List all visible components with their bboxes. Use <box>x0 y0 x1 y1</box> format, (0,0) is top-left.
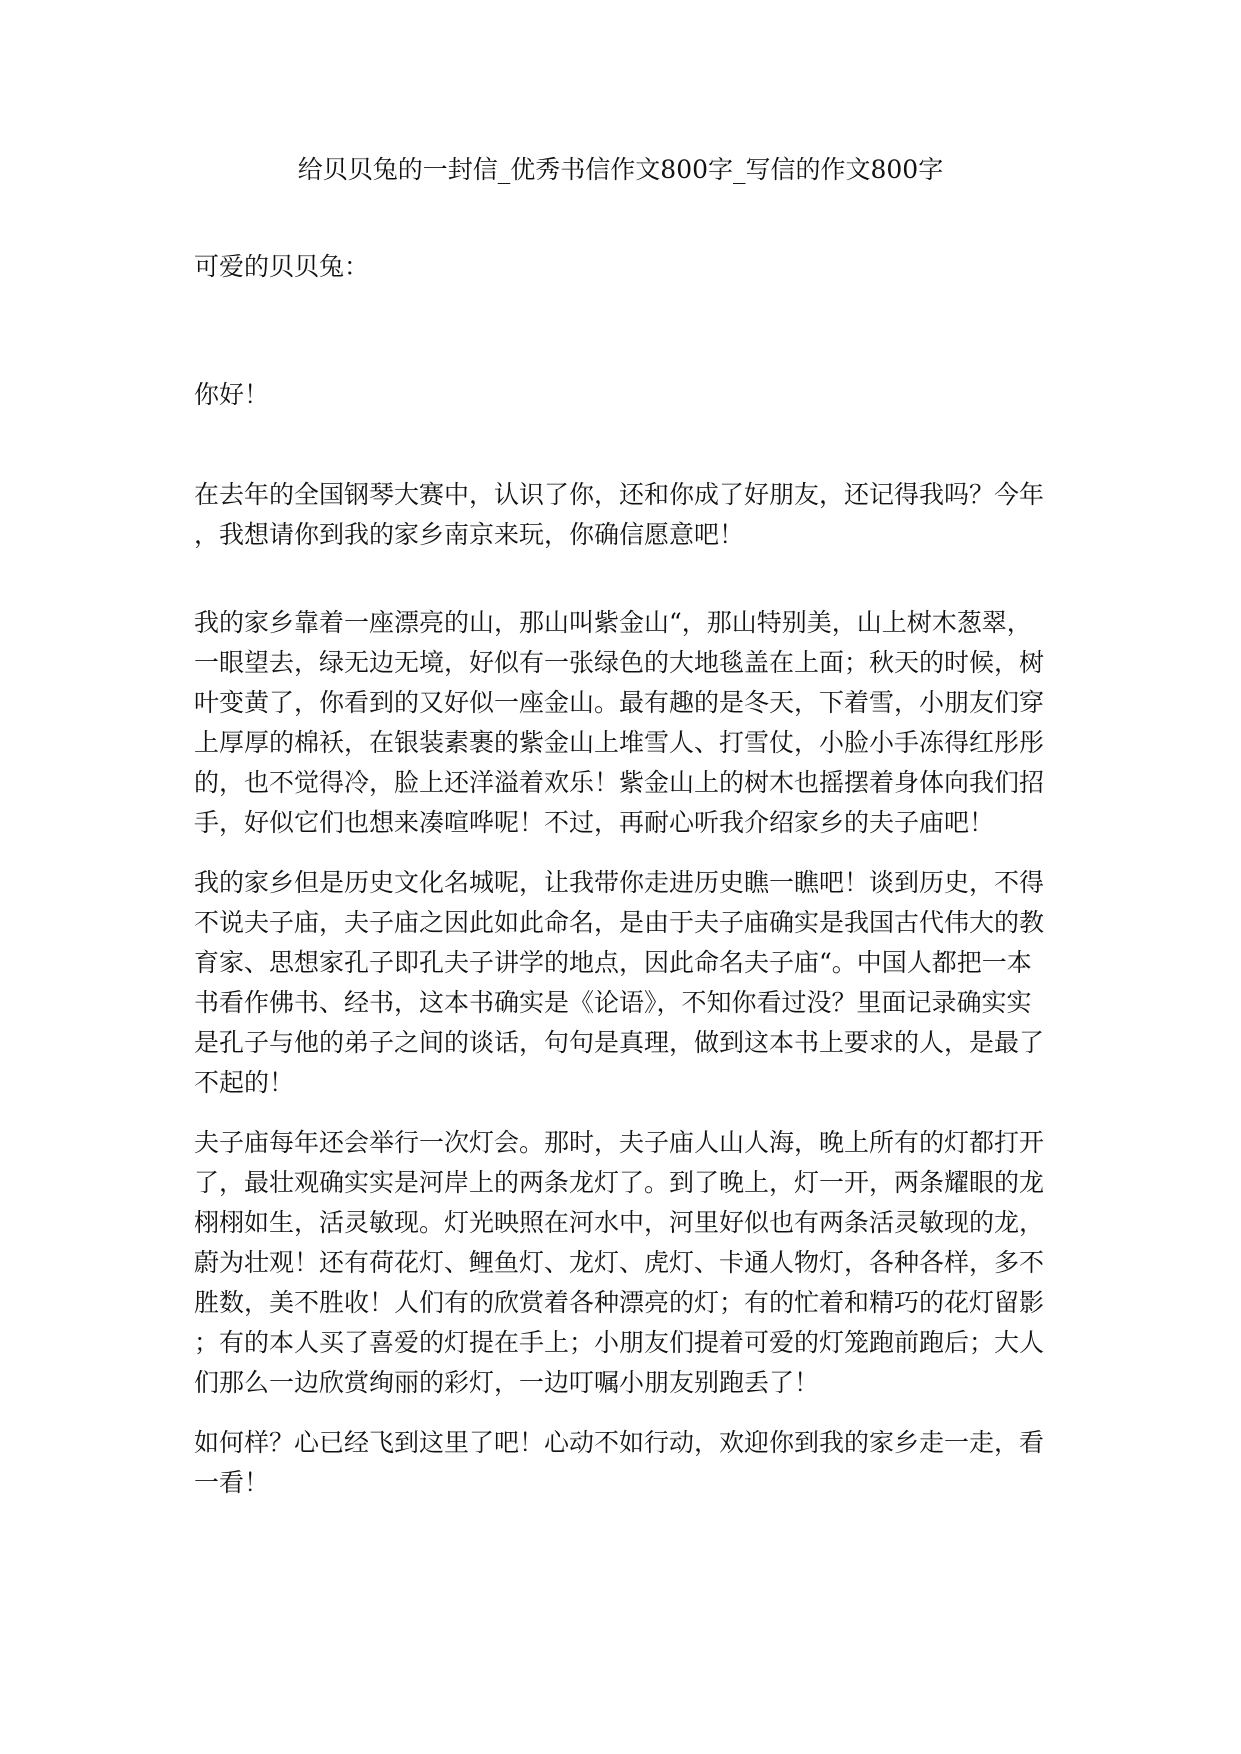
page-title: 给贝贝兔的一封信_优秀书信作文800字_写信的作文800字 <box>297 155 944 184</box>
greeting-line: 你好！ <box>194 380 270 409</box>
paragraph-line: 叶变黄了，你看到的又好似一座金山。最有趣的是冬天，下着雪，小朋友们穿 <box>194 688 1045 717</box>
paragraph-line: 不起的！ <box>194 1068 295 1097</box>
salutation-line: 可爱的贝贝兔： <box>194 252 370 281</box>
paragraph-line: 育家、思想家孔子即孔夫子讲学的地点，因此命名夫子庙“。中国人都把一本 <box>194 948 1032 977</box>
paragraph-line: 栩栩如生，活灵敏现。灯光映照在河水中，河里好似也有两条活灵敏现的龙， <box>194 1208 1045 1237</box>
paragraph-line: ；有的本人买了喜爱的灯提在手上；小朋友们提着可爱的灯笼跑前跑后；大人 <box>194 1328 1045 1357</box>
paragraph-line: 我的家乡但是历史文化名城呢，让我带你走进历史瞧一瞧吧！谈到历史，不得 <box>194 868 1045 897</box>
paragraph-5 <box>194 1423 1054 1503</box>
paragraph-line: 夫子庙每年还会举行一次灯会。那时，夫子庙人山人海，晚上所有的灯都打开 <box>194 1128 1045 1157</box>
paragraph-line: 了，最壮观确实实是河岸上的两条龙灯了。到了晚上，灯一开，两条耀眼的龙 <box>194 1168 1045 1197</box>
paragraph-line: 如何样？心已经飞到这里了吧！心动不如行动，欢迎你到我的家乡走一走，看 <box>194 1428 1045 1457</box>
salutation <box>194 247 1054 287</box>
greeting <box>194 375 1054 415</box>
paragraph-line: 胜数，美不胜收！人们有的欣赏着各种漂亮的灯；有的忙着和精巧的花灯留影 <box>194 1288 1045 1317</box>
paragraph-line: 的，也不觉得冷，脸上还洋溢着欢乐！紫金山上的树木也摇摆着身体向我们招 <box>194 768 1045 797</box>
paragraph-line: 不说夫子庙，夫子庙之因此如此命名，是由于夫子庙确实是我国古代伟大的教 <box>194 908 1045 937</box>
paragraph-line: 我的家乡靠着一座漂亮的山，那山叫紫金山“，那山特别美，山上树木葱翠， <box>194 608 1032 637</box>
paragraph-line: 们那么一边欣赏绚丽的彩灯，一边叮嘱小朋友别跑丢了！ <box>194 1368 820 1397</box>
paragraph-line: 上厚厚的棉袄，在银装素裹的紫金山上堆雪人、打雪仗，小脸小手冻得红彤彤 <box>194 728 1045 757</box>
paragraph-line: 书看作佛书、经书，这本书确实是《论语》，不知你看过没？里面记录确实实 <box>194 988 1032 1017</box>
paragraph-line: 在去年的全国钢琴大赛中，认识了你，还和你成了好朋友，还记得我吗？今年 <box>194 480 1045 509</box>
paragraph-3 <box>194 863 1054 1103</box>
paragraph-line: 是孔子与他的弟子之间的谈话，句句是真理，做到这本书上要求的人，是最了 <box>194 1028 1045 1057</box>
paragraph-1 <box>194 475 1054 555</box>
paragraph-line: 手，好似它们也想来凑喧哗呢！不过，再耐心听我介绍家乡的夫子庙吧！ <box>194 808 995 837</box>
paragraph-4 <box>194 1123 1054 1403</box>
paragraph-2 <box>194 603 1054 843</box>
paragraph-line: 蔚为壮观！还有荷花灯、鲤鱼灯、龙灯、虎灯、卡通人物灯，各种各样，多不 <box>194 1248 1045 1277</box>
paragraph-line: ，我想请你到我的家乡南京来玩，你确信愿意吧！ <box>194 520 745 549</box>
paragraph-line: 一看！ <box>194 1468 270 1497</box>
paragraph-line: 一眼望去，绿无边无境，好似有一张绿色的大地毯盖在上面；秋天的时候，树 <box>194 648 1045 677</box>
